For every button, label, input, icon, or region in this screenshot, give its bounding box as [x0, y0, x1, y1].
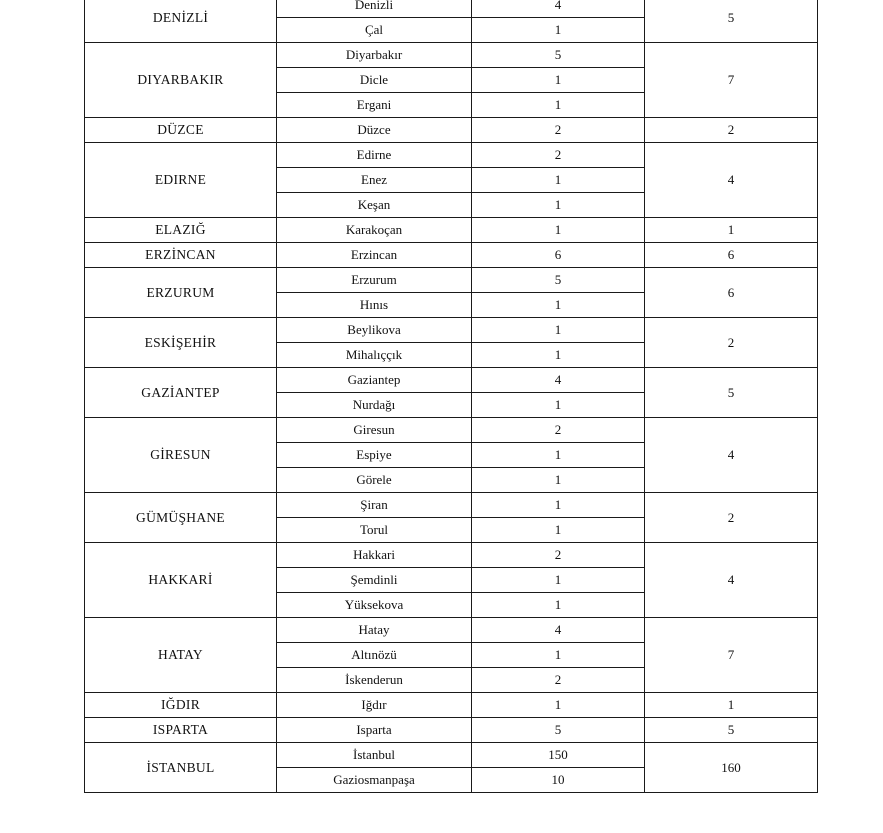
table-row [85, 243, 818, 268]
district-cell: Enez [277, 168, 472, 193]
district-cell: İstanbul [277, 743, 472, 768]
province-total-cell: 6 [645, 268, 818, 318]
district-count-cell: 2 [472, 143, 645, 168]
province-total-cell: 2 [645, 493, 818, 543]
province-total-cell: 4 [645, 143, 818, 218]
district-count-cell: 4 [472, 618, 645, 643]
table-row [85, 693, 818, 718]
district-count-cell: 1 [472, 693, 645, 718]
district-cell: Yüksekova [277, 593, 472, 618]
district-cell: Keşan [277, 193, 472, 218]
province-total-cell: 2 [645, 318, 818, 368]
district-cell: Şemdinli [277, 568, 472, 593]
district-count-cell: 1 [472, 493, 645, 518]
district-count-cell: 150 [472, 743, 645, 768]
district-count-cell: 2 [472, 543, 645, 568]
district-count-cell: 2 [472, 418, 645, 443]
district-count-cell: 1 [472, 393, 645, 418]
table-row [85, 218, 818, 243]
district-cell: Altınözü [277, 643, 472, 668]
district-cell: Isparta [277, 718, 472, 743]
table-row [85, 268, 818, 293]
district-count-cell: 2 [472, 118, 645, 143]
province-cell: GAZİANTEP [85, 368, 277, 418]
district-cell: Denizli [277, 0, 472, 18]
district-cell: Şiran [277, 493, 472, 518]
province-total-cell: 6 [645, 243, 818, 268]
district-cell: Erzincan [277, 243, 472, 268]
district-count-cell: 6 [472, 243, 645, 268]
table-row [85, 143, 818, 168]
province-cell: HAKKARİ [85, 543, 277, 618]
district-count-cell: 2 [472, 668, 645, 693]
district-count-cell: 1 [472, 468, 645, 493]
province-cell: DENİZLİ [85, 0, 277, 43]
district-cell: Diyarbakır [277, 43, 472, 68]
district-count-cell: 5 [472, 268, 645, 293]
table-row [85, 318, 818, 343]
district-count-cell: 1 [472, 593, 645, 618]
province-total-cell: 7 [645, 43, 818, 118]
district-count-cell: 5 [472, 718, 645, 743]
district-cell: Dicle [277, 68, 472, 93]
province-cell: ERZURUM [85, 268, 277, 318]
table-body [85, 0, 818, 793]
province-cell: GİRESUN [85, 418, 277, 493]
district-count-cell: 4 [472, 0, 645, 18]
district-cell: Hatay [277, 618, 472, 643]
table-row [85, 0, 818, 18]
province-total-cell: 7 [645, 618, 818, 693]
province-total-cell: 5 [645, 368, 818, 418]
province-cell: ESKİŞEHİR [85, 318, 277, 368]
table-row [85, 618, 818, 643]
district-count-cell: 1 [472, 643, 645, 668]
province-cell: ELAZIĞ [85, 218, 277, 243]
district-count-cell: 1 [472, 93, 645, 118]
district-count-cell: 1 [472, 518, 645, 543]
province-cell: DIYARBAKIR [85, 43, 277, 118]
district-cell: Espiye [277, 443, 472, 468]
province-cell: HATAY [85, 618, 277, 693]
district-cell: Ergani [277, 93, 472, 118]
table-row [85, 543, 818, 568]
district-count-cell: 1 [472, 568, 645, 593]
district-cell: Karakoçan [277, 218, 472, 243]
district-cell: Iğdır [277, 693, 472, 718]
district-cell: Beylikova [277, 318, 472, 343]
district-count-cell: 1 [472, 343, 645, 368]
province-cell: ISPARTA [85, 718, 277, 743]
province-cell: İSTANBUL [85, 743, 277, 793]
province-total-cell: 5 [645, 0, 818, 43]
province-total-cell: 2 [645, 118, 818, 143]
district-cell: İskenderun [277, 668, 472, 693]
district-count-cell: 5 [472, 43, 645, 68]
province-cell: DÜZCE [85, 118, 277, 143]
district-cell: Edirne [277, 143, 472, 168]
province-total-cell: 160 [645, 743, 818, 793]
province-district-table [84, 0, 818, 793]
province-cell: GÜMÜŞHANE [85, 493, 277, 543]
district-cell: Görele [277, 468, 472, 493]
province-cell: IĞDIR [85, 693, 277, 718]
province-total-cell: 4 [645, 543, 818, 618]
district-count-cell: 1 [472, 168, 645, 193]
table-row [85, 43, 818, 68]
district-count-cell: 10 [472, 768, 645, 793]
table-row [85, 368, 818, 393]
province-total-cell: 1 [645, 218, 818, 243]
district-cell: Hınıs [277, 293, 472, 318]
district-cell: Giresun [277, 418, 472, 443]
district-cell: Gaziosmanpaşa [277, 768, 472, 793]
district-cell: Hakkari [277, 543, 472, 568]
province-total-cell: 4 [645, 418, 818, 493]
province-cell: EDIRNE [85, 143, 277, 218]
district-cell: Gaziantep [277, 368, 472, 393]
table-row [85, 493, 818, 518]
district-count-cell: 1 [472, 218, 645, 243]
table-row [85, 718, 818, 743]
district-count-cell: 1 [472, 193, 645, 218]
district-count-cell: 4 [472, 368, 645, 393]
district-cell: Nurdağı [277, 393, 472, 418]
district-cell: Çal [277, 18, 472, 43]
district-count-cell: 1 [472, 18, 645, 43]
province-total-cell: 5 [645, 718, 818, 743]
district-cell: Düzce [277, 118, 472, 143]
district-count-cell: 1 [472, 68, 645, 93]
district-cell: Torul [277, 518, 472, 543]
province-total-cell: 1 [645, 693, 818, 718]
district-count-cell: 1 [472, 443, 645, 468]
district-cell: Erzurum [277, 268, 472, 293]
province-cell: ERZİNCAN [85, 243, 277, 268]
table-row [85, 743, 818, 768]
district-count-cell: 1 [472, 318, 645, 343]
district-count-cell: 1 [472, 293, 645, 318]
district-cell: Mihalıççık [277, 343, 472, 368]
table-row [85, 418, 818, 443]
table-row [85, 118, 818, 143]
